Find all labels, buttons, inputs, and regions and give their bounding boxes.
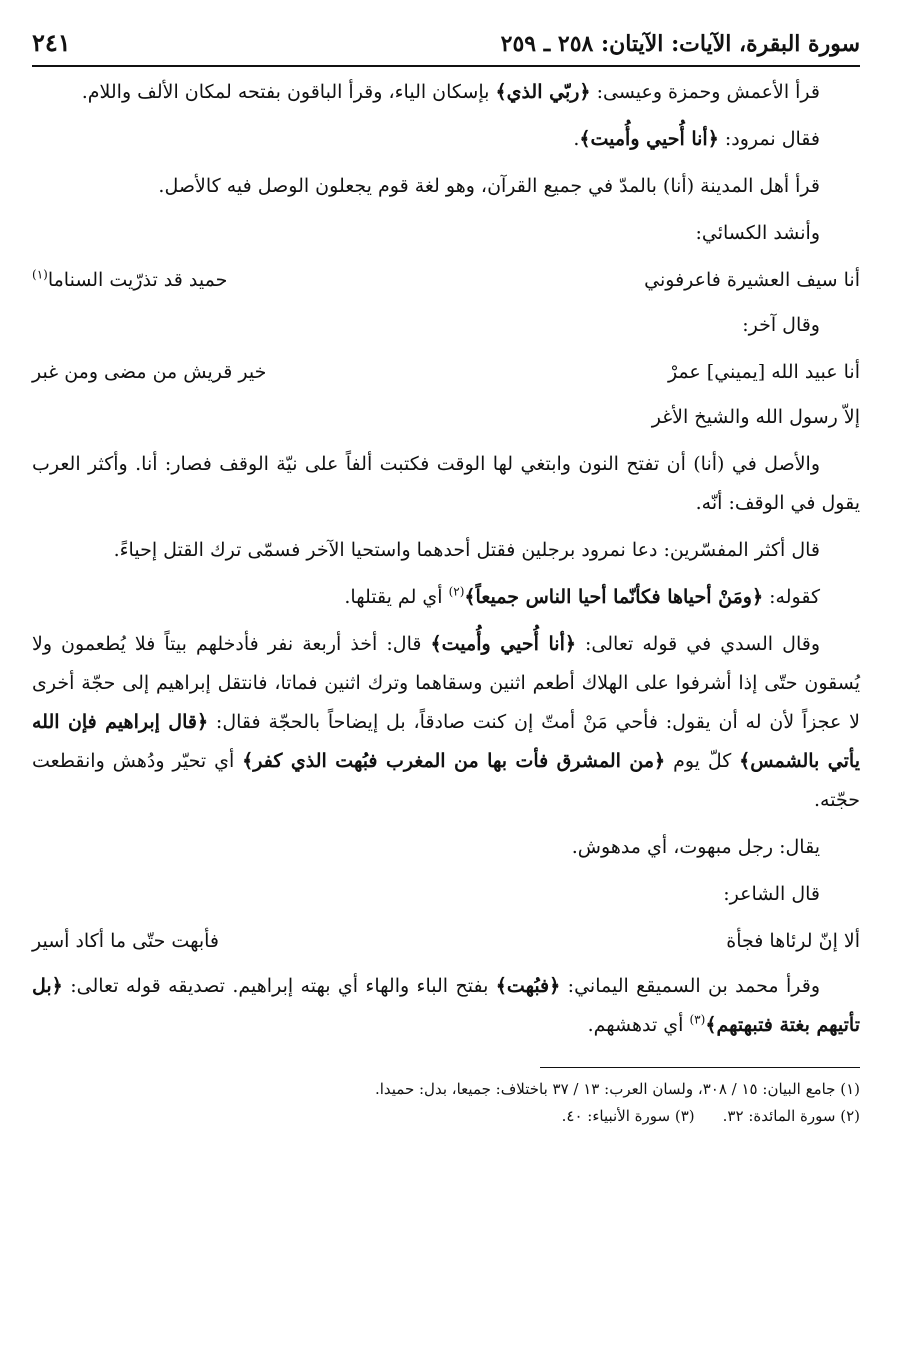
poetry-verse-2 — [32, 353, 860, 392]
hemistich-second: فأبهت حتّى ما أكاد أسير — [32, 930, 220, 952]
quran-quote: ﴿قال إبراهيم فإن الله يأتي بالشمس﴾ — [32, 711, 860, 772]
quran-quote: ﴿ربّي الذي﴾ — [495, 81, 591, 103]
paragraph-13 — [32, 967, 860, 1045]
footnote-ref: (١) — [32, 267, 48, 282]
text-run: أي تحيّر ودُهش وانقطعت حجّته. — [32, 750, 860, 811]
quran-quote: ﴿فبُهت﴾ — [495, 975, 561, 997]
footnote-ref: (٢) — [448, 584, 465, 599]
text-run: فقال نمرود: — [718, 128, 820, 150]
hemistich-second — [32, 261, 227, 300]
hemistich-first: ألا إنّ لرئاها فجأة — [726, 930, 860, 952]
paragraph-9 — [32, 578, 860, 617]
hemistich-first: أنا عبيد الله [يميني] عمرْ — [667, 361, 860, 383]
text-run: بإسكان الياء، وقرأ الباقون بفتحه لمكان الألف واللام. — [81, 81, 496, 103]
poetry-verse-1 — [32, 261, 860, 300]
quran-quote: ﴿بل تأتيهم بغتة فتبهتهم﴾ — [32, 975, 860, 1036]
paragraph-4: وأنشد الكسائي: — [695, 222, 820, 244]
paragraph-7: والأصل في (أنا) أن تفتح النون وابتغي لها الوقت فكتبت ألفاً على نيّة الوقف فصار: أنا. وأكثر العرب يقول في الوقف: أنّه. — [32, 453, 860, 514]
text-run: . — [573, 128, 580, 150]
hemistich-second: خير قريش من مضى ومن غبر — [32, 361, 267, 383]
footnote-ref: (٣) — [689, 1012, 706, 1027]
paragraph-11: يقال: رجل مبهوت، أي مدهوش. — [571, 836, 820, 858]
quran-quote: ﴿أنا أُحيي وأُميت﴾ — [430, 633, 576, 655]
text-run: قرأ الأعمش وحمزة وعيسى: — [590, 81, 820, 103]
text-run: كلّ يوم — [665, 750, 740, 772]
paragraph-3: قرأ أهل المدينة (أنا) بالمدّ في جميع القرآن، وهو لغة قوم يجعلون الوصل فيه كالأصل. — [158, 175, 820, 197]
text-run: أي لم يقتلها. — [344, 586, 449, 608]
footnote-3: (٣) سورة الأنبياء: ٤٠. — [561, 1107, 695, 1125]
paragraph-12: قال الشاعر: — [723, 883, 820, 905]
verse-text: حميد قد تذرّيت السناما — [47, 269, 228, 291]
footnote-1: (١) جامع البيان: ١٥ / ٣٠٨، ولسان العرب: ١٣ / ٣٧ باختلاف: جميعا، بدل: حميدا. — [374, 1080, 860, 1098]
text-run: قال: أخذ أربعة نفر فأدخلهم بيتاً فلا يُطعمون ولا يُسقون حتّى إذا أشرفوا على الهلاك أطعم اثنين وسقاهما وترك اثنين فماتا، فانتقل إبراهيم إلى حجّة أخرى لا عجزاً لأن له أن يقول: فأحي مَنْ أمتّ إن كنت صادقاً، بل إيضاحاً بالحجّة فقال: — [32, 633, 861, 733]
paragraph-5: وقال آخر: — [742, 314, 820, 336]
poetry-verse-3 — [32, 922, 860, 961]
paragraph-1 — [32, 73, 860, 112]
header-title: سورة البقرة، الآيات: الآيتان: ٢٥٨ ـ ٢٥٩ — [500, 31, 860, 57]
page-number: ٢٤١ — [32, 28, 71, 57]
paragraph-2 — [32, 120, 860, 159]
text-run: أي تدهشهم. — [587, 1014, 690, 1036]
quran-quote: ﴿من المشرق فأت بها من المغرب فبُهت الذي كفر﴾ — [242, 750, 666, 772]
footnote-2: (٢) سورة المائدة: ٣٢. — [722, 1107, 860, 1125]
text-run: وقرأ محمد بن السميقع اليماني: — [560, 975, 820, 997]
running-header — [32, 28, 860, 67]
hemistich-first: أنا سيف العشيرة فاعرفوني — [644, 269, 860, 291]
book-page — [32, 28, 860, 1130]
main-text — [32, 73, 860, 1045]
text-run: وقال السدي في قوله تعالى: — [575, 633, 820, 655]
text-run: بفتح الباء والهاء أي بهته إبراهيم. تصديقه قوله تعالى: — [62, 975, 496, 997]
quran-quote: ﴿ومَنْ أحياها فكأنّما أحيا الناس جميعاً﴾ — [464, 586, 764, 608]
paragraph-10 — [32, 625, 860, 820]
text-run: كقوله: — [763, 586, 820, 608]
footnotes — [32, 1076, 860, 1130]
footnote-divider — [540, 1067, 860, 1068]
footnote-row — [32, 1103, 860, 1130]
paragraph-6: إلاّ رسول الله والشيخ الأغر — [651, 406, 860, 428]
paragraph-8: قال أكثر المفسّرين: دعا نمرود برجلين فقتل أحدهما واستحيا الآخر فسمّى ترك القتل إحياءً. — [113, 539, 820, 561]
quran-quote: ﴿أنا أُحيي وأُميت﴾ — [579, 128, 719, 150]
